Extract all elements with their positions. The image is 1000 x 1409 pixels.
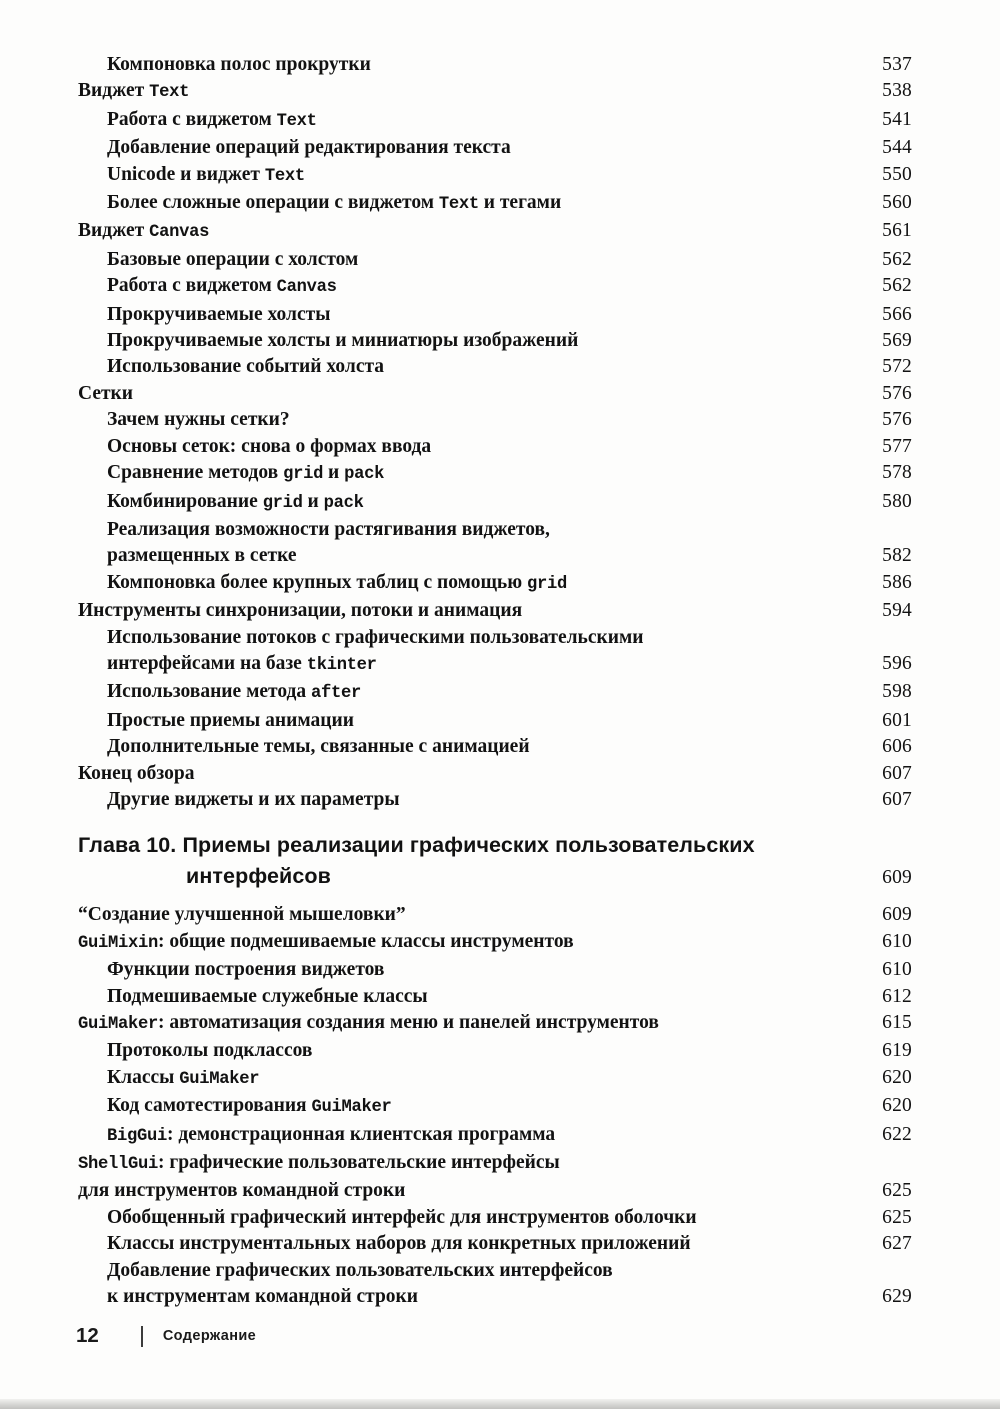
entry-page-number: 537	[882, 54, 912, 75]
entry-text: Обобщенный графический интерфейс для инструментов оболочки	[107, 1206, 697, 1228]
entry-text: Сравнение методов grid и pack	[107, 462, 385, 485]
entry-text: Использование метода after	[107, 681, 361, 704]
entry-page-number: 561	[882, 220, 912, 242]
toc-entry	[78, 625, 912, 680]
toc-entry	[78, 734, 912, 760]
entry-line	[78, 162, 912, 190]
entry-line	[78, 1122, 912, 1150]
footer-section-label: Содержание	[162, 1328, 257, 1344]
code-term: GuiMaker	[311, 1098, 392, 1118]
code-term: Text	[276, 111, 317, 131]
code-term: Text	[264, 166, 305, 186]
entry-text: Простые приемы анимации	[107, 709, 354, 731]
entry-text: Основы сеток: снова о формах ввода	[107, 435, 432, 457]
entry-text: Работа с виджетом Canvas	[107, 275, 337, 298]
toc-entry	[78, 247, 912, 273]
entry-line	[78, 984, 912, 1010]
entry-text: Классы GuiMaker	[107, 1066, 260, 1089]
footer-divider	[141, 1326, 143, 1347]
entry-page-number: 615	[882, 1012, 912, 1033]
entry-text: “Создание улучшенной мышеловки”	[78, 904, 406, 926]
entry-line	[78, 929, 912, 957]
entry-text: для инструментов командной строки	[78, 1180, 406, 1202]
toc-entry	[78, 328, 912, 354]
code-term: Text	[438, 195, 479, 215]
entry-line	[78, 489, 912, 517]
entry-page-number: 601	[882, 709, 912, 731]
toc-entry	[78, 135, 912, 161]
code-term: GuiMaker	[179, 1069, 260, 1089]
code-term: pack	[344, 465, 385, 485]
entry-page-number: 576	[882, 382, 912, 404]
entry-line	[78, 1150, 912, 1178]
entry-line	[78, 190, 912, 218]
toc-entry	[78, 902, 912, 928]
code-term: BigGui	[107, 1126, 167, 1146]
entry-page-number: 627	[882, 1233, 912, 1255]
entry-text: Функции построения виджетов	[107, 959, 385, 981]
entry-text: интерфейсов	[186, 863, 331, 888]
toc-entry	[78, 407, 912, 433]
entry-text: Дополнительные темы, связанные с анимацией	[107, 736, 530, 758]
page-bottom-edge	[0, 1399, 1000, 1409]
entry-page-number: 577	[882, 435, 912, 457]
entry-page-number: 580	[882, 490, 912, 512]
page-footer	[76, 1324, 256, 1348]
entry-line	[78, 1038, 912, 1064]
entry-line	[78, 830, 912, 861]
entry-page-number: 594	[882, 600, 912, 622]
entry-page-number: 607	[882, 762, 912, 784]
entry-text: Более сложные операции с виджетом Text и тегами	[107, 192, 562, 215]
entry-page-number: 562	[882, 248, 912, 270]
entry-text: размещенных в сетке	[107, 545, 297, 567]
toc-entry	[78, 190, 912, 218]
entry-page-number: 625	[882, 1206, 912, 1228]
entry-page-number: 610	[882, 959, 912, 981]
entry-line	[78, 218, 912, 246]
entry-text: Другие виджеты и их параметры	[107, 788, 400, 810]
entry-page-number: 541	[882, 108, 912, 130]
entry-text: Инструменты синхронизации, потоки и анимация	[78, 600, 523, 622]
entry-line	[78, 1205, 912, 1231]
toc-entry	[78, 381, 912, 407]
entry-line	[78, 328, 912, 354]
toc-entry	[78, 354, 912, 380]
entry-line	[78, 734, 912, 760]
entry-page-number: 609	[882, 866, 912, 888]
entry-line	[78, 651, 912, 679]
entry-text: Виджет Text	[78, 80, 190, 103]
entry-line	[78, 381, 912, 407]
chapter-heading	[78, 830, 912, 893]
toc-entry	[78, 460, 912, 488]
toc-entry	[78, 52, 912, 78]
entry-page-number: 629	[882, 1286, 912, 1308]
entry-line	[78, 302, 912, 328]
toc-entry	[78, 78, 912, 106]
entry-line	[78, 1065, 912, 1093]
toc-entry	[78, 434, 912, 460]
entry-text: Виджет Canvas	[78, 220, 210, 243]
entry-text: Зачем нужны сетки?	[107, 409, 290, 431]
entry-text: к инструментам командной строки	[107, 1286, 419, 1308]
code-term: grid	[527, 574, 567, 594]
entry-text: Комбинирование grid и pack	[107, 490, 364, 513]
entry-line	[78, 517, 912, 543]
toc-entry	[78, 1122, 912, 1150]
entry-line	[78, 135, 912, 161]
toc-entry	[78, 517, 912, 570]
entry-page-number: 619	[882, 1040, 912, 1062]
entry-text: Unicode и виджет Text	[107, 163, 305, 186]
entry-text: Классы инструментальных наборов для конкретных приложений	[107, 1233, 691, 1255]
entry-line	[78, 1258, 912, 1284]
entry-text: Код самотестирования GuiMaker	[107, 1095, 392, 1118]
code-term: tkinter	[306, 655, 377, 675]
entry-text: Добавление операций редактирования текста	[107, 137, 511, 159]
entry-page-number: 544	[882, 137, 912, 159]
toc-entry	[78, 1065, 912, 1093]
toc-entry	[78, 598, 912, 624]
entry-line	[78, 761, 912, 787]
toc-entry	[78, 1150, 912, 1205]
entry-page-number: 569	[882, 330, 912, 352]
toc-entry	[78, 708, 912, 734]
entry-line	[78, 957, 912, 983]
entry-page-number: 578	[882, 462, 912, 484]
code-term: Text	[149, 83, 190, 103]
entry-line	[78, 460, 912, 488]
entry-text: Использование событий холста	[107, 356, 385, 378]
code-term: after	[311, 684, 361, 704]
entry-text: Прокручиваемые холсты и миниатюры изображений	[107, 330, 579, 352]
toc-entry	[78, 1258, 912, 1311]
entry-line	[78, 52, 912, 78]
entry-line	[78, 679, 912, 707]
entry-text: Компоновка полос прокрутки	[107, 54, 371, 75]
entry-line	[78, 1231, 912, 1257]
entry-text: Компоновка более крупных таблиц с помощью grid	[107, 571, 567, 594]
code-term: grid	[262, 493, 303, 513]
toc-entry	[78, 929, 912, 957]
code-term: Canvas	[149, 223, 210, 243]
entry-line	[78, 407, 912, 433]
entry-page-number: 566	[882, 303, 912, 325]
entry-page-number: 622	[882, 1123, 912, 1145]
entry-page-number: 598	[882, 681, 912, 703]
entry-text: Подмешиваемые служебные классы	[107, 985, 428, 1007]
entry-text: Прокручиваемые холсты	[107, 303, 331, 325]
toc-entry	[78, 1093, 912, 1121]
toc-entry	[78, 273, 912, 301]
toc-entry	[78, 1205, 912, 1231]
entry-text: Глава 10. Приемы реализации графических пользовательских	[78, 833, 755, 858]
entry-line	[78, 861, 912, 894]
toc-entry	[78, 302, 912, 328]
entry-page-number: 572	[882, 356, 912, 378]
entry-page-number: 562	[882, 275, 912, 297]
entry-page-number: 625	[882, 1180, 912, 1202]
entry-page-number: 586	[882, 571, 912, 593]
entry-page-number: 550	[882, 163, 912, 185]
entry-page-number: 607	[882, 788, 912, 810]
toc-entry	[78, 570, 912, 598]
entry-page-number: 582	[882, 545, 912, 567]
entry-line	[78, 1178, 912, 1204]
entry-page-number: 538	[882, 80, 912, 102]
entry-line	[78, 247, 912, 273]
entry-text: Работа с виджетом Text	[107, 108, 317, 131]
toc-entry	[78, 107, 912, 135]
entry-line	[78, 78, 912, 106]
entry-page-number: 610	[882, 930, 912, 952]
toc-entry	[78, 787, 912, 813]
entry-text: GuiMaker: автоматизация создания меню и панелей инструментов	[78, 1012, 659, 1034]
entry-text: Конец обзора	[78, 762, 195, 784]
entry-line	[78, 708, 912, 734]
entry-text: GuiMixin: общие подмешиваемые классы инструментов	[78, 930, 574, 953]
entry-page-number: 606	[882, 736, 912, 758]
entry-line	[78, 354, 912, 380]
entry-text: Реализация возможности растягивания виджетов,	[107, 518, 550, 540]
entry-page-number: 620	[882, 1066, 912, 1088]
toc-entry	[78, 218, 912, 246]
entry-page-number: 620	[882, 1095, 912, 1117]
footer-page-number: 12	[76, 1324, 99, 1347]
entry-line	[78, 1284, 912, 1310]
entry-line	[78, 625, 912, 651]
entry-line	[78, 273, 912, 301]
entry-text: Протоколы подклассов	[107, 1040, 313, 1062]
toc-entry	[78, 1010, 912, 1038]
entry-text: Добавление графических пользовательских интерфейсов	[107, 1259, 613, 1281]
entry-text: ShellGui: графические пользовательские интерфейсы	[78, 1152, 560, 1175]
entry-page-number: 596	[882, 652, 912, 674]
code-term: GuiMaker	[78, 1015, 158, 1034]
entry-text: Базовые операции с холстом	[107, 248, 359, 270]
entry-line	[78, 543, 912, 569]
toc-entry	[78, 679, 912, 707]
code-term: Canvas	[276, 278, 337, 298]
entry-line	[78, 902, 912, 928]
code-term: GuiMixin	[78, 933, 158, 953]
code-term: pack	[323, 493, 364, 513]
entry-text: Сетки	[78, 382, 134, 404]
entry-page-number: 576	[882, 409, 912, 431]
entry-line	[78, 1010, 912, 1038]
entry-text: Использование потоков с графическими пользовательскими	[107, 626, 644, 648]
code-term: ShellGui	[78, 1155, 158, 1175]
entry-page-number: 612	[882, 985, 912, 1007]
toc-entry	[78, 984, 912, 1010]
toc-entry	[78, 761, 912, 787]
toc-entry	[78, 1231, 912, 1257]
toc-entry	[78, 162, 912, 190]
entry-text: интерфейсами на базе tkinter	[107, 652, 377, 675]
entry-text: BigGui: демонстрационная клиентская программа	[107, 1123, 556, 1146]
code-term: grid	[283, 465, 324, 485]
entry-line	[78, 598, 912, 624]
entry-page-number: 560	[882, 192, 912, 214]
entry-line	[78, 570, 912, 598]
toc-list	[78, 52, 912, 1310]
entry-line	[78, 1093, 912, 1121]
toc-entry	[78, 1038, 912, 1064]
toc-entry	[78, 489, 912, 517]
toc-entry	[78, 957, 912, 983]
entry-line	[78, 787, 912, 813]
entry-line	[78, 107, 912, 135]
entry-page-number: 609	[882, 904, 912, 926]
entry-line	[78, 434, 912, 460]
